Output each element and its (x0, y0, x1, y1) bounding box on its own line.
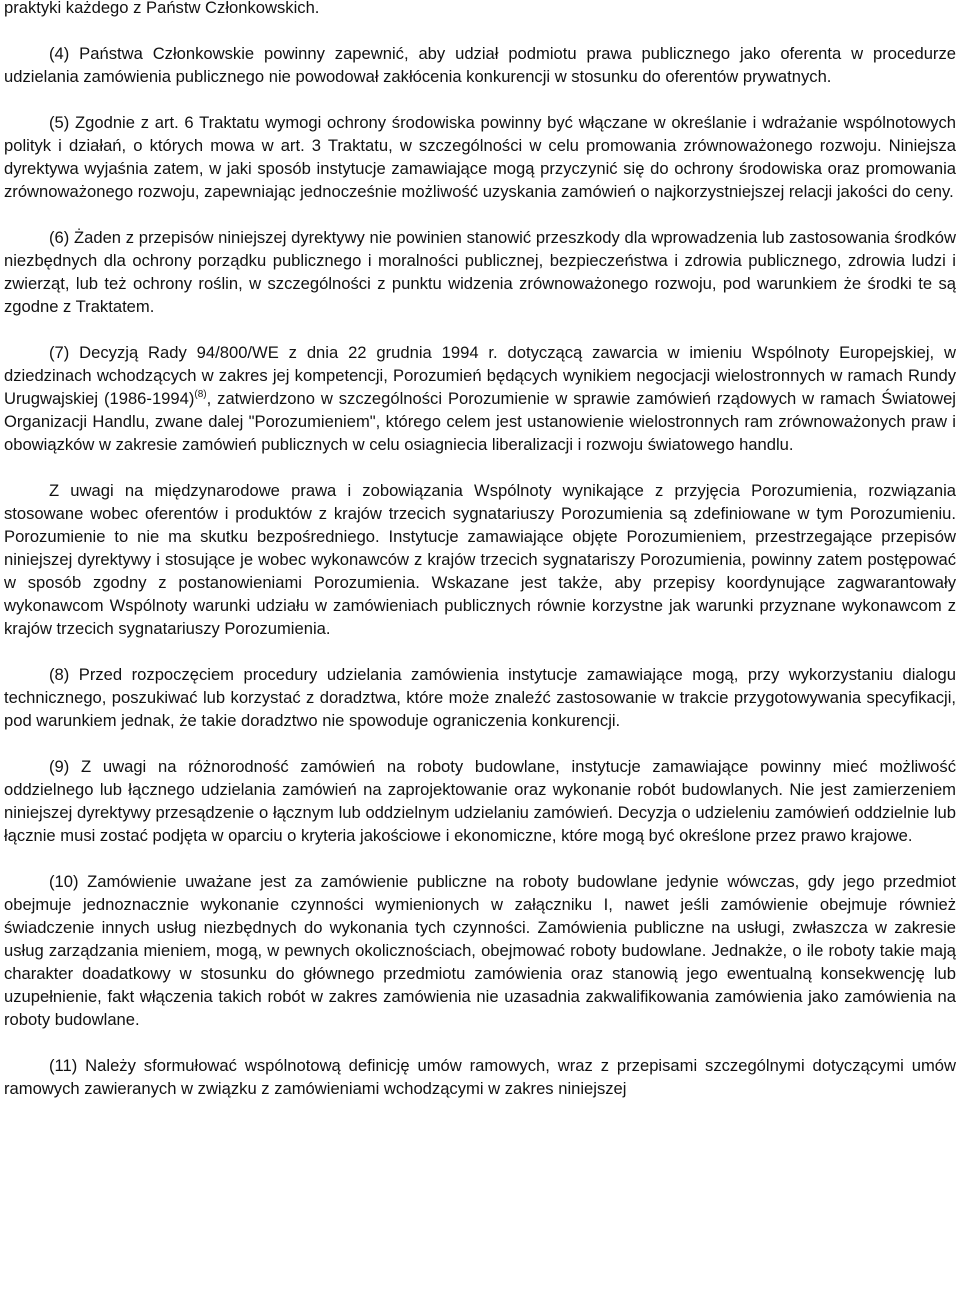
paragraph-9: (9) Z uwagi na różnorodność zamówień na roboty budowlane, instytucje zamawiające powinny mieć możliwość oddzielnego lub łącznego udzielania zamówień na zaprojektowanie oraz wykonanie robót budowlanych. Nie jest zamierzeniem niniejszej dyrektywy przesądzenie o łącznym lub oddzielnym udzielaniu zamówień. Decyzja o udzieleniu zamówień oddzielnie lub łącznie musi zostać podjęta w oparciu o kryteria jakościowe i ekonomiczne, które mogą być określone przez prawo krajowe. (4, 757, 956, 845)
paragraph-5: (5) Zgodnie z art. 6 Traktatu wymogi ochrony środowiska powinny być włączane w określanie i wdrażanie wspólnotowych polityk i działań, o których mowa w art. 3 Traktatu, w szczególności w celu promowania zrównoważonego rozwoju. Niniejsza dyrektywa wyjaśnia zatem, w jaki sposób instytucje zamawiające mogą przyczynić się do ochrony środowiska oraz promowania zrównoważonego rozwoju, zapewniając jednocześnie możliwość uzyskania zamówień o najkorzystniejszej relacji jakości do ceny. (4, 113, 956, 201)
paragraph-6: (6) Żaden z przepisów niniejszej dyrektywy nie powinien stanowić przeszkody dla wprowadzenia lub zastosowania środków niezbędnych dla ochrony porządku publicznego i moralności publicznej, bezpieczeństwa i zdrowia publicznego, zdrowia ludzi i zwierząt, lub też ochrony roślin, w szczególności z punktu widzenia zrównoważonego rozwoju, pod warunkiem że środki te są zgodne z Traktatem. (4, 228, 956, 316)
paragraph-7-text-a: (7) Decyzją Rady 94/800/WE z dnia 22 grudnia 1994 r. dotyczącą zawarcia w imieniu Wspólnoty Europejskiej, w dziedzinach wchodzących w zakres jej kompetencji, Porozumień będących wynikiem negocjacji wielostronnych w ramach Rundy Urugwajskiej (1986-1994) (4, 343, 956, 408)
paragraph-7-text-b: , zatwierdzono w szczególności Porozumienie w sprawie zamówień rządowych w ramach Światowej Organizacji Handlu, zwane dalej "Porozumieniem", którego celem jest ustanowienie wielostronnych ram zrównoważonych praw i obowiązków w zakresie zamówień publicznych w celu osiagniecia liberalizacji i rozwoju światowego handlu. (4, 389, 956, 454)
paragraph-8: (8) Przed rozpoczęciem procedury udzielania zamówienia instytucje zamawiające mogą, przy wykorzystaniu dialogu technicznego, poszukiwać lub korzystać z doradztwa, które może znaleźć zastosowanie w trakcie przygotowywania specyfikacji, pod warunkiem jednak, że takie doradztwo nie spowoduje ograniczenia konkurencji. (4, 665, 956, 730)
paragraph-7-continued: Z uwagi na międzynarodowe prawa i zobowiązania Wspólnoty wynikające z przyjęcia Porozumienia, rozwiązania stosowane wobec oferentów i produktów z krajów trzecich sygnatariuszy Porozumienia są zdefiniowane w tym Porozumieniu. Porozumienie to nie ma skutku bezpośredniego. Instytucje zamawiające objęte Porozumieniem, przestrzegające przepisów niniejszej dyrektywy i stosujące je wobec wykonawców z krajów trzecich sygnatariszy Porozumienia, powinny zatem postępować w sposób zgodny z postanowieniami Porozumienia. Wskazane jest także, aby przepisy koordynujące zagwarantowały wykonawcom Wspólnoty warunki udziału w zamówieniach publicznych równie korzystne jak warunki przyznane wykonawcom z krajów trzecich sygnatariuszy Porozumienia. (4, 481, 956, 638)
paragraph-continuation: praktyki każdego z Państw Członkowskich. (4, 0, 320, 17)
paragraph-7 (4, 341, 956, 456)
paragraph-4: (4) Państwa Członkowskie powinny zapewnić, aby udział podmiotu prawa publicznego jako oferenta w procedurze udzielania zamówienia publicznego nie powodował zakłócenia konkurencji w stosunku do oferentów prywatnych. (4, 44, 956, 86)
paragraph-10: (10) Zamówienie uważane jest za zamówienie publiczne na roboty budowlane jedynie wówczas, gdy jego przedmiot obejmuje jednoznacznie wykonanie czynności wymienionych w załączniku I, nawet jeśli zamówienie obejmuje również świadczenie innych usług niezbędnych do wykonania tych czynności. Zamówienia publiczne na usługi, zwłaszcza w zakresie usług zarządzania mieniem, mogą, w pewnych okolicznościach, obejmować roboty budowlane. Jednakże, o ile roboty takie mają charakter doadatkowy w stosunku do głównego przedmiotu zamówienia oraz stanowią jego ewentualną konsekwencję lub uzupełnienie, fakt włączenia takich robót w zakres zamówienia nie uzasadnia zakwalifikowania zamówienia jako zamówienia na roboty budowlane. (4, 872, 956, 1029)
footnote-reference: (8) (194, 389, 207, 400)
paragraph-11: (11) Należy sformułować wspólnotową definicję umów ramowych, wraz z przepisami szczególnymi dotyczącymi umów ramowych zawieranych w związku z zamówieniami wchodzącymi w zakres niniejszej (4, 1056, 956, 1098)
document-page (4, 0, 956, 1100)
